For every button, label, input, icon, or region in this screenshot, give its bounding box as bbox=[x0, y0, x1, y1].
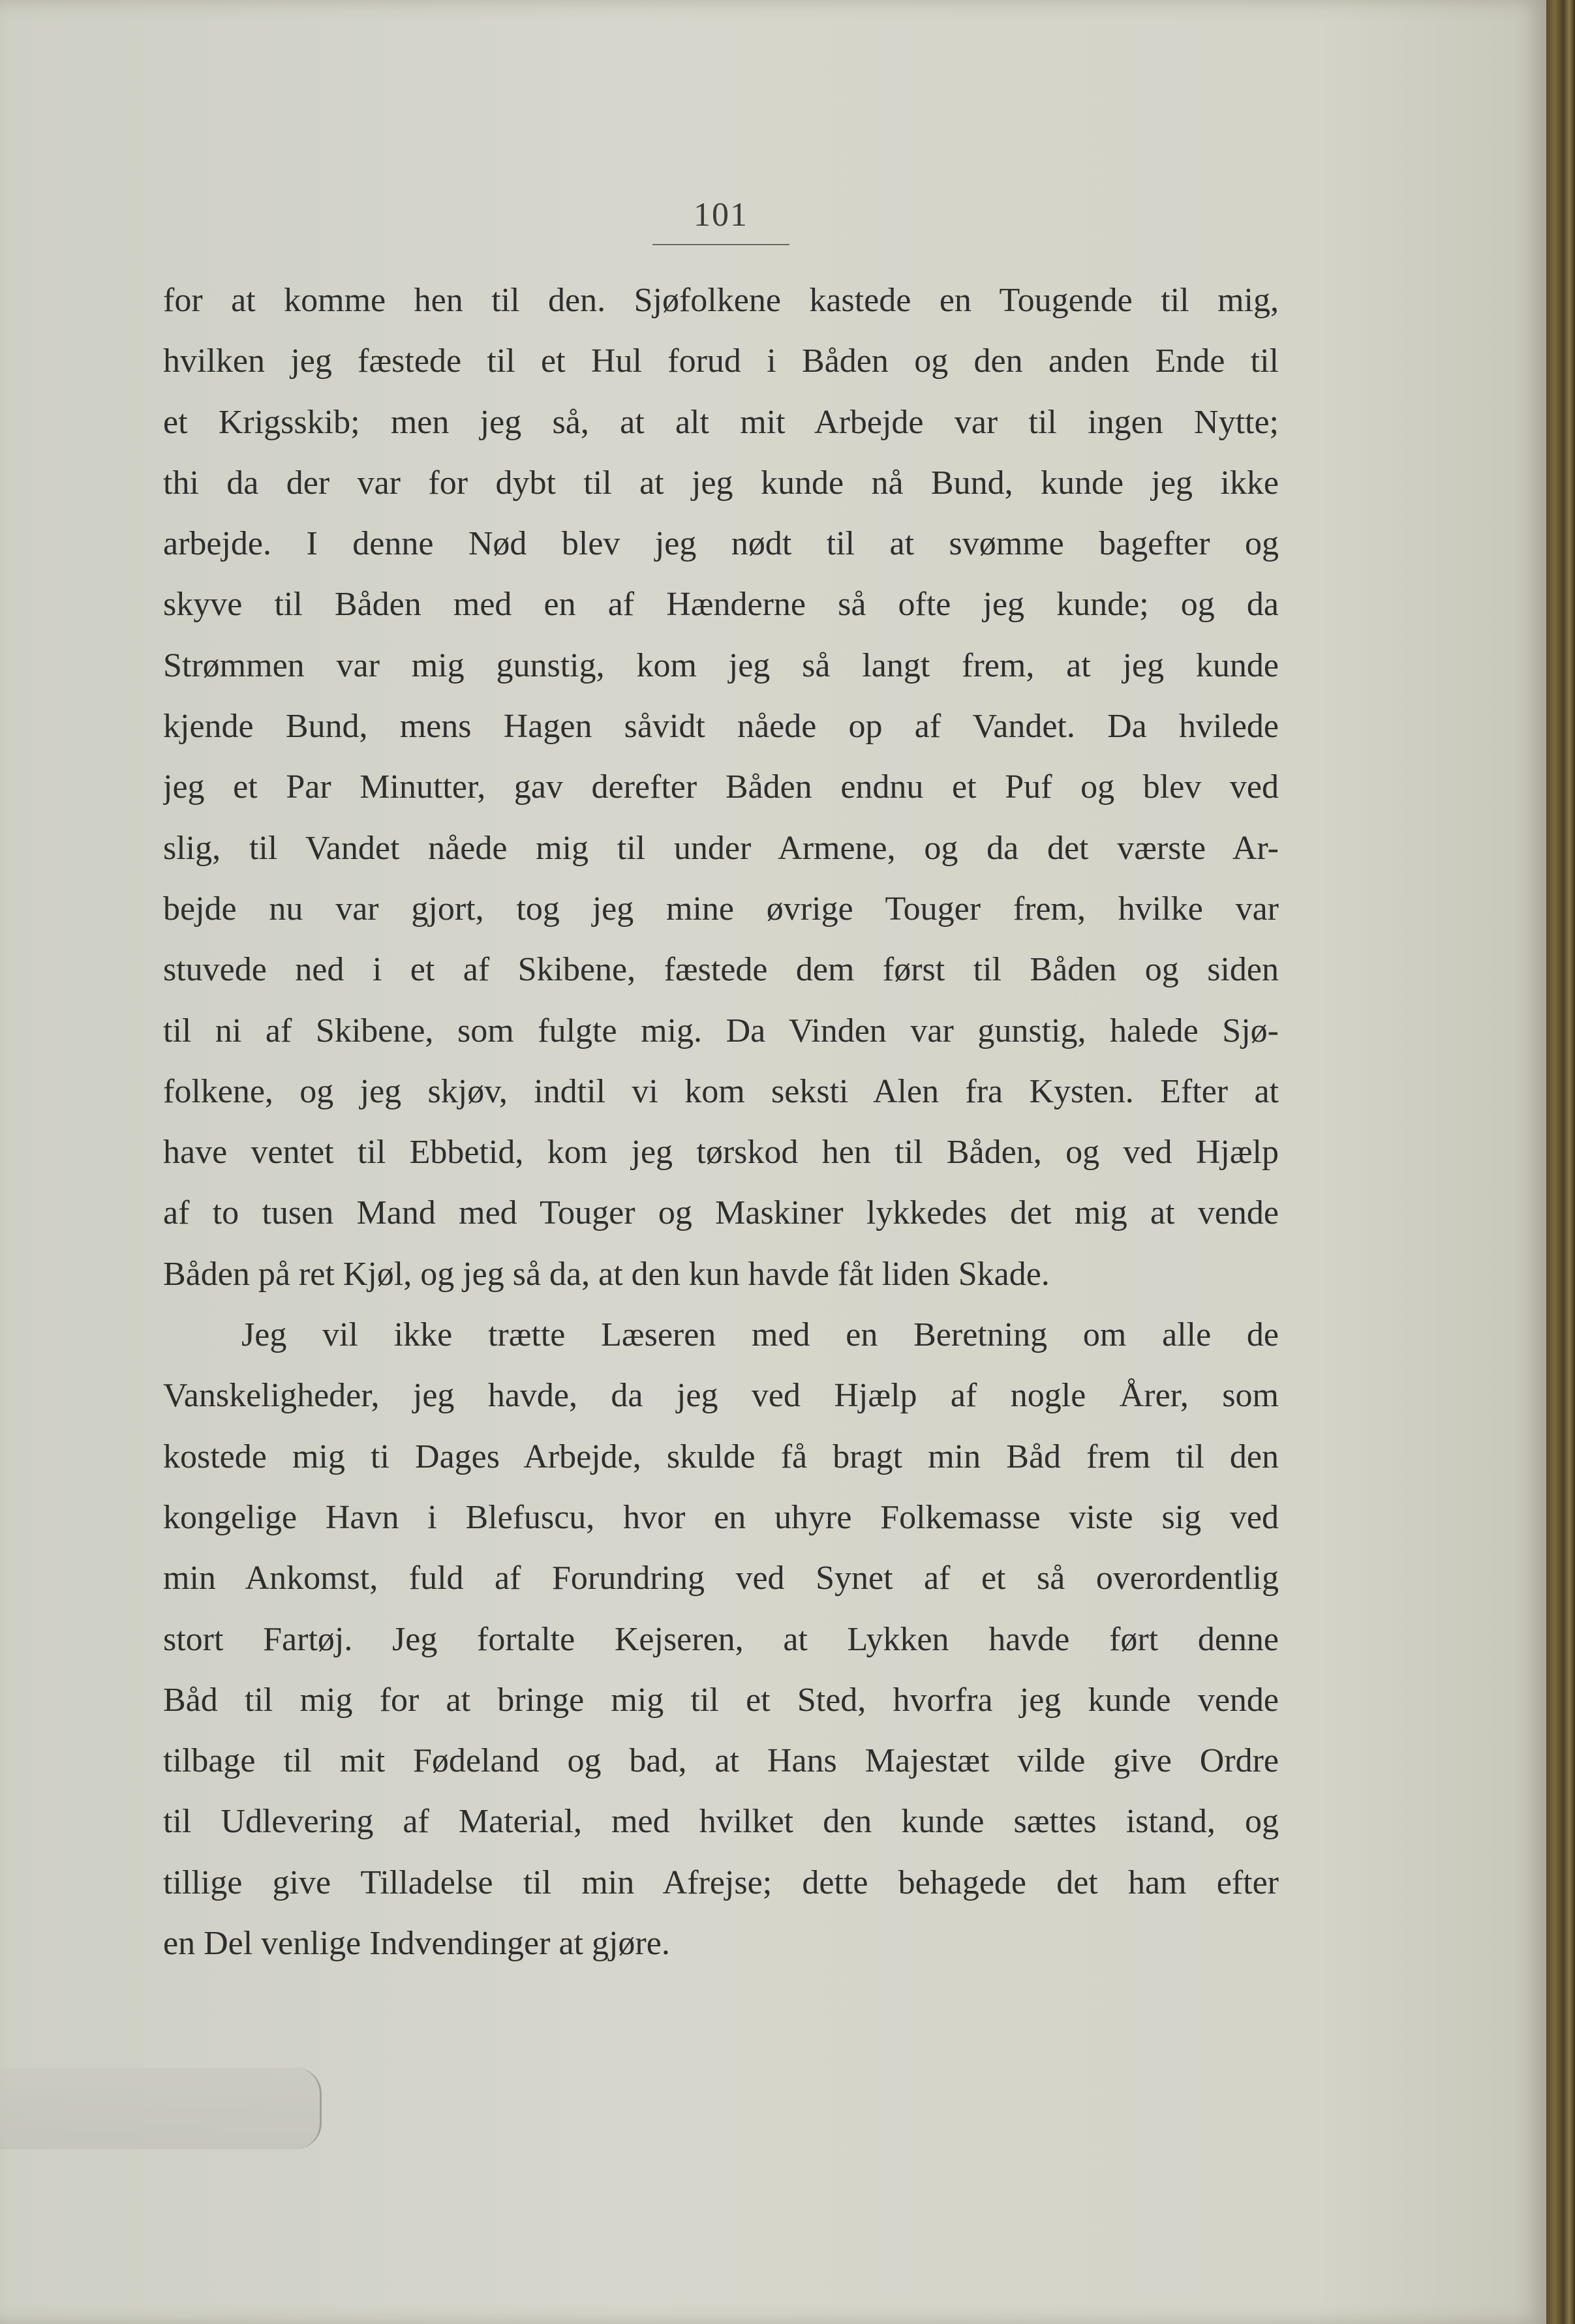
text-line: min Ankomst, fuld af Forundring ved Synet af et så overordentlig bbox=[163, 1560, 1279, 1597]
text-line: hvilken jeg fæstede til et Hul forud i Båden og den anden Ende til bbox=[163, 342, 1279, 380]
text-line: jeg et Par Minutter, gav derefter Båden endnu et Puf og blev ved bbox=[163, 768, 1279, 806]
faded-stamp-mark bbox=[0, 2068, 322, 2149]
page-number-rule bbox=[652, 244, 789, 245]
text-line: thi da der var for dybt til at jeg kunde nå Bund, kunde jeg ikke bbox=[163, 464, 1279, 502]
text-line: folkene, og jeg skjøv, indtil vi kom seksti Alen fra Kysten. Efter at bbox=[163, 1072, 1279, 1110]
text-line: kostede mig ti Dages Arbejde, skulde få bragt min Båd frem til den bbox=[163, 1438, 1279, 1475]
text-line: stort Fartøj. Jeg fortalte Kejseren, at Lykken havde ført denne bbox=[163, 1620, 1279, 1658]
text-line: af to tusen Mand med Touger og Maskiner lykkedes det mig at vende bbox=[163, 1194, 1279, 1232]
book-binding-edge bbox=[1546, 0, 1575, 2324]
text-line: slig, til Vandet nåede mig til under Armene, og da det værste Ar- bbox=[163, 829, 1279, 867]
text-line: et Krigsskib; men jeg så, at alt mit Arbejde var til ingen Nytte; bbox=[163, 403, 1279, 441]
text-line: stuvede ned i et af Skibene, fæstede dem først til Båden og siden bbox=[163, 951, 1279, 989]
text-line: for at komme hen til den. Sjøfolkene kastede en Tougende til mig, bbox=[163, 282, 1279, 319]
text-line: til Udlevering af Material, med hvilket den kunde sættes istand, og bbox=[163, 1803, 1279, 1841]
body-text bbox=[163, 270, 1279, 1974]
text-line: Jeg vil ikke trætte Læseren med en Beretning om alle de bbox=[241, 1316, 1279, 1354]
text-line: Båden på ret Kjøl, og jeg så da, at den kun havde fåt liden Skade. bbox=[163, 1255, 1050, 1293]
text-line: kjende Bund, mens Hagen såvidt nåede op af Vandet. Da hvilede bbox=[163, 708, 1279, 746]
text-line: til ni af Skibene, som fulgte mig. Da Vinden var gunstig, halede Sjø- bbox=[163, 1012, 1279, 1049]
text-line: tilbage til mit Fødeland og bad, at Hans Majestæt vilde give Ordre bbox=[163, 1742, 1279, 1780]
text-line: en Del venlige Indvendinger at gjøre. bbox=[163, 1925, 670, 1963]
text-line: arbejde. I denne Nød blev jeg nødt til at svømme bagefter og bbox=[163, 525, 1279, 563]
page-number: 101 bbox=[694, 196, 748, 234]
text-line: tillige give Tilladelse til min Afrejse; dette behagede det ham efter bbox=[163, 1864, 1279, 1901]
text-line: Båd til mig for at bringe mig til et Sted, hvorfra jeg kunde vende bbox=[163, 1681, 1279, 1719]
text-line: kongelige Havn i Blefuscu, hvor en uhyre Folkemasse viste sig ved bbox=[163, 1498, 1279, 1536]
text-line: Strømmen var mig gunstig, kom jeg så langt frem, at jeg kunde bbox=[163, 646, 1279, 684]
text-line: have ventet til Ebbetid, kom jeg tørskod hen til Båden, og ved Hjælp bbox=[163, 1134, 1279, 1171]
text-line: Vanskeligheder, jeg havde, da jeg ved Hjælp af nogle Årer, som bbox=[163, 1377, 1279, 1415]
text-line: bejde nu var gjort, tog jeg mine øvrige Touger frem, hvilke var bbox=[163, 890, 1279, 928]
text-line: skyve til Båden med en af Hænderne så ofte jeg kunde; og da bbox=[163, 586, 1279, 624]
